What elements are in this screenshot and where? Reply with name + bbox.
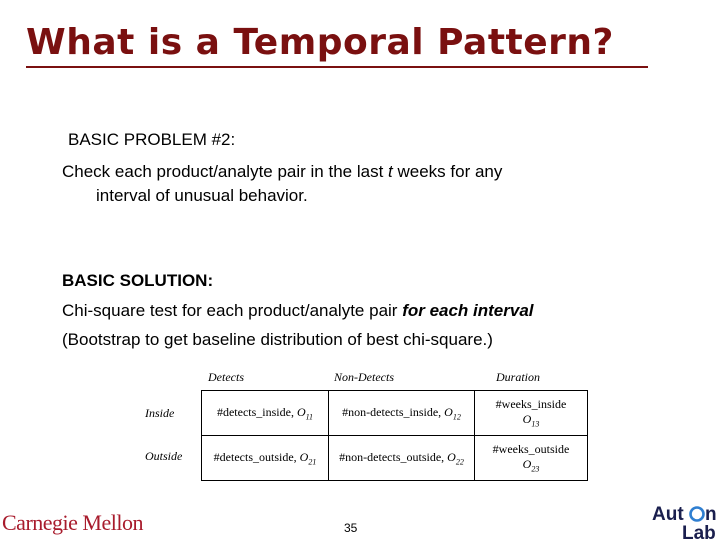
- auton-logo-n: n: [705, 504, 717, 525]
- carnegie-mellon-logo: Carnegie Mellon: [2, 510, 143, 535]
- problem-var-t: t: [388, 162, 393, 181]
- cell-nondetects-outside: [329, 436, 475, 481]
- cell-text: #detects_inside,: [216, 404, 297, 419]
- page-number: 35: [344, 521, 358, 535]
- cell-var: $O_{11}$: [296, 404, 314, 422]
- auton-lab-logo: [652, 502, 718, 540]
- cell-nondetects-inside: [329, 391, 475, 436]
- solution-heading: BASIC SOLUTION:: [62, 271, 214, 290]
- cell-text: #weeks_inside: [495, 397, 567, 412]
- auton-logo-dot: [691, 508, 704, 521]
- solution-emphasis: for each interval: [402, 301, 534, 320]
- solution-line-2: (Bootstrap to get baseline distribution of best chi-square.): [62, 330, 493, 349]
- cell-text: #weeks_outside: [492, 442, 570, 457]
- problem-line-2: interval of unusual behavior.: [96, 186, 308, 205]
- title-underline: [26, 66, 648, 68]
- contingency-table: [201, 390, 588, 481]
- cell-detects-outside: [202, 436, 329, 481]
- solution-line-1: [62, 301, 534, 321]
- problem-line-1-post: weeks for any: [392, 162, 503, 181]
- cell-var: $O_{13}$: [522, 412, 540, 429]
- cell-duration-outside: [475, 436, 588, 481]
- problem-line-1: [62, 162, 502, 182]
- cell-var: $O_{12}$: [444, 404, 461, 422]
- cell-detects-inside: [202, 391, 329, 436]
- cell-text: #detects_outside,: [213, 449, 300, 464]
- cell-var: $O_{23}$: [522, 457, 540, 474]
- table-row-outside: [202, 436, 588, 481]
- col-header-detects: Detects: [208, 370, 244, 384]
- cell-var: $O_{22}$: [447, 449, 464, 467]
- auton-logo-lab: Lab: [682, 523, 716, 540]
- cell-text: #non-detects_inside,: [342, 404, 445, 419]
- col-header-non-detects: Non-Detects: [334, 370, 394, 384]
- col-header-duration: Duration: [496, 370, 541, 384]
- cell-var: $O_{21}$: [299, 449, 317, 467]
- cell-text: #non-detects_outside,: [339, 449, 448, 464]
- row-header-outside: Outside: [145, 449, 183, 463]
- cell-duration-inside: [475, 391, 588, 436]
- row-header-inside: Inside: [145, 406, 175, 420]
- problem-heading: BASIC PROBLEM #2:: [68, 130, 236, 149]
- auton-logo-aut: Aut: [652, 504, 684, 525]
- problem-line-1-pre: Check each product/analyte pair in the last: [62, 162, 389, 181]
- solution-line-1-pre: Chi-square test for each product/analyte pair: [62, 301, 403, 320]
- slide-title: What is a Temporal Pattern?: [26, 22, 614, 63]
- table-row-inside: [202, 391, 588, 436]
